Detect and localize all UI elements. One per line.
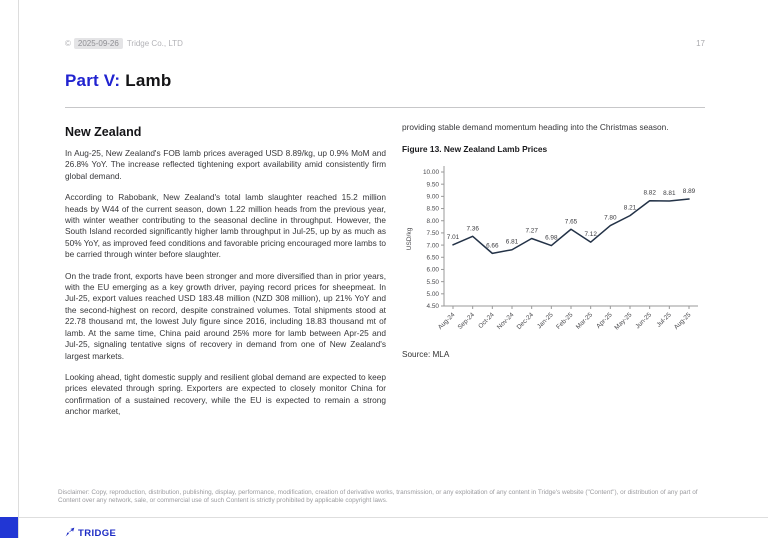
page-title bbox=[65, 71, 171, 91]
body-paragraph: According to Rabobank, New Zealand's total lamb slaughter reached 15.2 million heads by W44 of the current season, down 1.22 million heads from the previous year, with winter weather contributing to the seasonal decline in throughput. However, the South Island recorded significantly higher lamb throughput in Jul-25, up by as much as 50% YoY, as improved feed conditions and favorable pricing encouraged more lambs to be carried through winter before slaughter. bbox=[65, 192, 386, 260]
line-chart-svg bbox=[402, 158, 705, 342]
body-paragraph: providing stable demand momentum heading into the Christmas season. bbox=[402, 122, 669, 132]
body-paragraph: Looking ahead, tight domestic supply and resilient global demand are expected to keep prices elevated through spring. Exporters are expected to closely monitor China for confirmation of a sustained recovery, while the EU is expected to remain a strong anchor market, bbox=[65, 371, 386, 417]
copyright-mark: © bbox=[65, 39, 71, 48]
svg-text:7.00: 7.00 bbox=[426, 242, 439, 250]
svg-text:Jan-25: Jan-25 bbox=[535, 311, 555, 331]
body-paragraph: In Aug-25, New Zealand's FOB lamb prices averaged USD 8.89/kg, up 0.9% MoM and 26.8% YoY. The increase reflected tightening export availability amid consistently firm global demand. bbox=[65, 148, 386, 181]
svg-text:7.01: 7.01 bbox=[446, 234, 460, 242]
title-subject-label: Lamb bbox=[125, 71, 172, 90]
svg-text:Jul-25: Jul-25 bbox=[655, 311, 673, 330]
body-paragraph: On the trade front, exports have been stronger and more diversified than in prior years, with the EU emerging as a key growth driver, paying record prices for sheepmeat. In Jul-25, export values reached USD 183.48 million (NZD 308 million), up 21% YoY and the second-highest on record, despite constrained volumes. Total shipments stood at 22.78 thousand mt, the lowest July figure since 2016, including 18.83 thousand mt of lamb. At the same time, China paid around 25% more for lamb between Apr-25 and Jul-25, signaling tentative signs of recovery in demand from one of New Zealand's largest markets. bbox=[65, 270, 386, 361]
svg-text:8.81: 8.81 bbox=[663, 190, 676, 198]
svg-text:6.98: 6.98 bbox=[545, 234, 558, 242]
right-column bbox=[402, 122, 705, 428]
svg-text:7.65: 7.65 bbox=[564, 218, 578, 226]
two-column-body bbox=[65, 122, 705, 428]
footer-divider-line bbox=[18, 517, 768, 518]
svg-text:6.81: 6.81 bbox=[505, 239, 519, 247]
svg-text:Dec-24: Dec-24 bbox=[515, 311, 536, 332]
svg-text:5.50: 5.50 bbox=[426, 279, 439, 287]
svg-text:USD/kg: USD/kg bbox=[406, 228, 413, 251]
svg-text:8.50: 8.50 bbox=[426, 206, 439, 214]
svg-text:8.21: 8.21 bbox=[623, 205, 637, 213]
svg-text:6.00: 6.00 bbox=[426, 267, 439, 275]
svg-text:6.50: 6.50 bbox=[426, 254, 439, 262]
svg-text:7.50: 7.50 bbox=[426, 230, 439, 238]
chart-source-note: Source: MLA bbox=[402, 350, 450, 360]
svg-text:May-25: May-25 bbox=[613, 311, 634, 332]
company-name: Tridge Co., LTD bbox=[126, 39, 183, 48]
svg-text:Mar-25: Mar-25 bbox=[574, 311, 595, 332]
title-part-label: Part V: bbox=[65, 71, 121, 90]
svg-text:7.12: 7.12 bbox=[584, 231, 597, 239]
page-number: 17 bbox=[696, 39, 705, 48]
svg-text:7.80: 7.80 bbox=[604, 215, 617, 223]
svg-text:Apr-25: Apr-25 bbox=[595, 311, 614, 331]
svg-text:Aug-25: Aug-25 bbox=[672, 311, 693, 332]
title-rule bbox=[65, 107, 705, 108]
svg-text:6.66: 6.66 bbox=[486, 242, 499, 250]
svg-text:4.50: 4.50 bbox=[426, 303, 439, 311]
figure-caption: Figure 13. New Zealand Lamb Prices bbox=[402, 144, 548, 155]
svg-text:7.36: 7.36 bbox=[466, 225, 479, 233]
page-edge-line bbox=[18, 0, 19, 538]
svg-text:7.27: 7.27 bbox=[525, 227, 538, 235]
svg-text:Jun-25: Jun-25 bbox=[634, 311, 654, 331]
tridge-logo-icon bbox=[65, 524, 75, 538]
svg-text:8.89: 8.89 bbox=[682, 188, 696, 196]
svg-text:10.00: 10.00 bbox=[423, 169, 439, 177]
brand-logo-text: TRIDGE bbox=[78, 527, 117, 538]
svg-text:Oct-24: Oct-24 bbox=[477, 311, 496, 331]
svg-text:Sep-24: Sep-24 bbox=[456, 311, 477, 332]
svg-text:9.50: 9.50 bbox=[426, 181, 439, 189]
brand-logo bbox=[65, 524, 116, 538]
left-column bbox=[65, 122, 386, 428]
svg-text:5.00: 5.00 bbox=[426, 291, 439, 299]
svg-text:9.00: 9.00 bbox=[426, 193, 439, 201]
date-badge: 2025-09-26 bbox=[74, 38, 123, 49]
corner-accent-square bbox=[0, 517, 18, 538]
svg-text:8.00: 8.00 bbox=[426, 218, 439, 226]
disclaimer-text: Disclaimer: Copy, reproduction, distribution, publishing, display, performance, modification, creation of derivative works, transmission, or any exploitation of any content in Tridge's website ("Content"), or distribution of any part of Content over any network, sale, or commercial use of such Content is strictly prohibited by applicable copyright laws. bbox=[58, 489, 698, 505]
section-heading: New Zealand bbox=[65, 125, 142, 139]
svg-text:Aug-24: Aug-24 bbox=[436, 311, 457, 332]
svg-text:8.82: 8.82 bbox=[643, 190, 656, 198]
svg-text:Feb-25: Feb-25 bbox=[555, 311, 575, 332]
document-header bbox=[65, 38, 705, 49]
svg-text:Nov-24: Nov-24 bbox=[495, 311, 516, 332]
lamb-price-line-chart bbox=[402, 158, 705, 347]
